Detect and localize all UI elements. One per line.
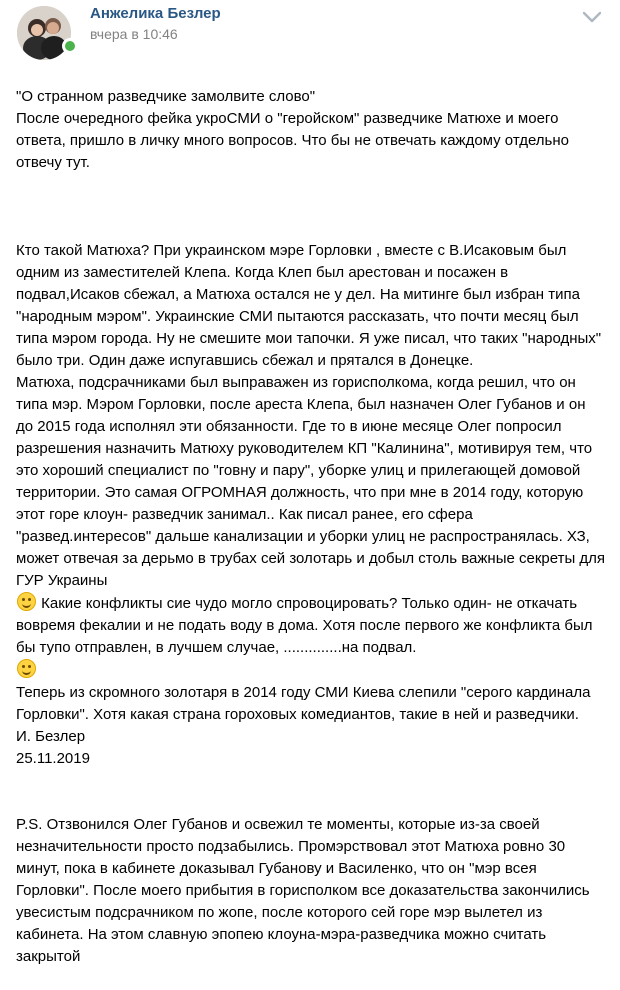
smile-emoji-icon: [17, 592, 36, 611]
post-paragraph: "О странном разведчике замолвите слово" После очередного фейка укроСМИ о "геройском" разведчике Матюхе и моего ответа, пришло в личку много вопросов. Что бы не отвечать каждому отдельно отвечу тут.: [16, 88, 569, 171]
avatar[interactable]: [17, 6, 71, 60]
post-paragraph: Теперь из скромного золотаря в 2014 году СМИ Киева слепили "серого кардинала Горловки". Хотя какая страна гороховых комедиантов, такие в ней и разведчики. И. Безлер 25.11.2019: [16, 684, 591, 767]
post-paragraph: Какие конфликты сие чудо могло спровоцировать? Только один- не откачать вовремя фекалии и не подать воду в дома. Хотя после первого же конфликта был бы тупо отправлен, в лучшем случае, ..............на подвал.: [16, 595, 593, 656]
chevron-down-icon: [582, 11, 602, 23]
post-text: [16, 64, 606, 990]
online-status-icon: [62, 38, 78, 54]
wink-emoji-icon: [17, 659, 36, 678]
author-name[interactable]: Анжелика Безлер: [90, 5, 221, 22]
post-time[interactable]: вчера в 10:46: [90, 26, 178, 42]
post-paragraph: Кто такой Матюха? При украинском мэре Горловки , вместе с В.Исаковым был одним из заместителей Клепа. Когда Клеп был арестован и посажен в подвал,Исаков сбежал, а Матюха остался не у дел. На митинге был избран типа "народным мэром". Украинские СМИ пытаются рассказать, что почти месяц был типа мэром города. Ну не смешите мои тапочки. Я уже писал, что таких "народных" было три. Один даже испугавшись сбежал и прятался в Донецке. Матюха, подсрачниками был выправажен из горисполкома, когда решил, что он типа мэр. Мэром Горловки, после ареста Клепа, был назначен Олег Губанов и он до 2015 года исполнял эти обязанности. Где то в июне месяце Олег попросил разрешения назначить Матюху руководителем КП "Калинина", мотивируя тем, что это хороший специалист по "говну и пару", уборке улиц и прилегающей домовой территории. Это самая ОГРОМНАЯ должность, что при мне в 2014 году, которую этот горе клоун- разведчик занимал.. Как писал ранее, его сфера "развед.интересов" дальше канализации и уборки улиц не распространялась. ХЗ, может отвечая за дерьмо в трубах сей золотарь и добыл столь важные секреты для ГУР Украины: [16, 242, 606, 589]
post-menu-button[interactable]: [574, 4, 610, 30]
post-paragraph-ps: P.S. Отзвонился Олег Губанов и освежил те моменты, которые из-за своей незначительности просто подзабылись. Промэрствовал этот Матюха ровно 30 минут, пока в кабинете доказывал Губанову и Василенко, что он "мэр всея Горловки". После моего прибытия в горисполком все доказательства закончились увесистым подсрачником по жопе, после которого сей горе мэр вылетел из кабинета. На этом славную эпопею клоуна-мэра-разведчика можно считать закрытой: [16, 816, 590, 965]
avatar-photo-icon: [17, 6, 71, 60]
